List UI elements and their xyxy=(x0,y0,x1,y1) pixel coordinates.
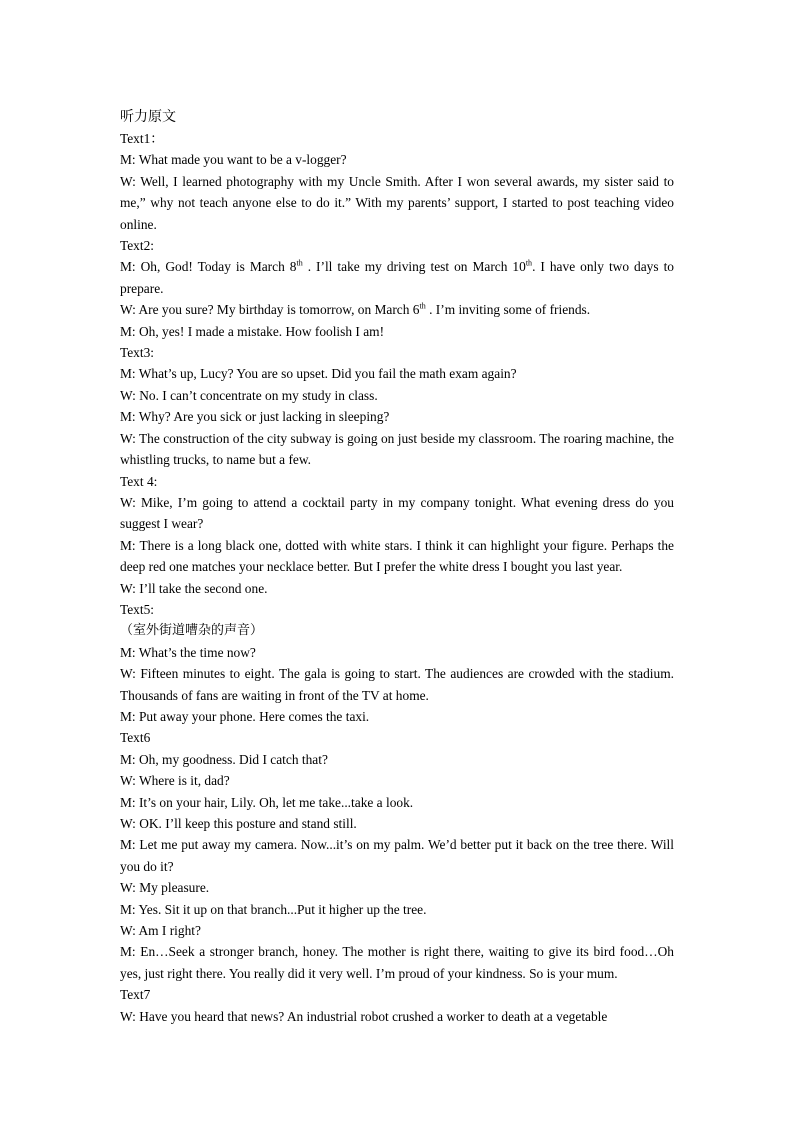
dialogue-line: M: What’s up, Lucy? You are so upset. Did you fail the math exam again? xyxy=(120,366,517,382)
dialogue-line: M: What made you want to be a v-logger? xyxy=(120,152,347,168)
text5-label: Text5: xyxy=(120,601,155,617)
page-title: 听力原文 xyxy=(120,109,176,125)
dialogue-line: M: There is a long black one, dotted with white stars. I think it can highlight your figure. Perhaps the deep red one matches your necklace better. But I prefer the white dress I bought you last year. xyxy=(120,537,674,575)
dialogue-line: M: Let me put away my camera. Now...it’s on my palm. We’d better put it back on the tree there. Will you do it? xyxy=(120,837,674,874)
dialogue-line: W: Where is it, dad? xyxy=(120,773,230,789)
text4-label: Text 4: xyxy=(120,473,158,489)
ordinal-suffix: th xyxy=(525,258,533,268)
dialogue-line: M: Put away your phone. Here comes the taxi. xyxy=(120,708,370,724)
line-part: . I have only two days to prepare. xyxy=(120,259,674,296)
dialogue-line: W: Fifteen minutes to eight. The gala is going to start. The audiences are crowded with the stadium. Thousands of fans are waiting in front of the TV at home. xyxy=(120,666,674,703)
listening-transcript xyxy=(120,106,674,1027)
line-part: . I’ll take my driving test on March 10 xyxy=(302,259,526,275)
dialogue-line: W: No. I can’t concentrate on my study in class. xyxy=(120,387,378,403)
dialogue-line: W: My pleasure. xyxy=(120,880,210,896)
dialogue-line: M: Oh, my goodness. Did I catch that? xyxy=(120,751,328,767)
line-part: . I’m inviting some of friends. xyxy=(425,302,591,318)
dialogue-line: M: En…Seek a stronger branch, honey. The mother is right there, waiting to give its bird food…Oh yes, just right there. You really did it very well. I’m proud of your kindness. So is your mum. xyxy=(120,944,674,981)
text6-label: Text6 xyxy=(120,730,151,746)
ordinal-suffix: th xyxy=(296,258,303,268)
dialogue-line: M: It’s on your hair, Lily. Oh, let me take...take a look. xyxy=(120,794,414,810)
dialogue-line: W: Well, I learned photography with my Uncle Smith. After I won several awards, my sister said to me,” why not teach anyone else to do it.” With my parents’ support, I started to post teaching video online. xyxy=(120,173,674,232)
dialogue-line xyxy=(120,299,674,320)
dialogue-line: W: The construction of the city subway is going on just beside my classroom. The roaring machine, the whistling trucks, to name but a few. xyxy=(120,430,674,468)
dialogue-line: M: Why? Are you sick or just lacking in sleeping? xyxy=(120,409,390,425)
dialogue-line: M: Yes. Sit it up on that branch...Put it higher up the tree. xyxy=(120,901,427,917)
dialogue-line: W: Have you heard that news? An industrial robot crushed a worker to death at a vegetable xyxy=(120,1008,608,1024)
line-part: W: Are you sure? My birthday is tomorrow, on March 6 xyxy=(120,302,420,318)
sound-effect-note: （室外街道嘈杂的声音） xyxy=(120,623,264,639)
text1-label: Text1： xyxy=(120,131,164,146)
dialogue-line xyxy=(120,256,674,299)
dialogue-line: W: Mike, I’m going to attend a cocktail party in my company tonight. What evening dress do you suggest I wear? xyxy=(120,494,674,532)
dialogue-line: W: I’ll take the second one. xyxy=(120,580,268,596)
dialogue-line: W: OK. I’ll keep this posture and stand still. xyxy=(120,816,357,831)
dialogue-line: M: What’s the time now? xyxy=(120,644,256,660)
dialogue-line: M: Oh, yes! I made a mistake. How foolish I am! xyxy=(120,323,385,339)
line-part: M: Oh, God! Today is March 8 xyxy=(120,259,297,275)
ordinal-suffix: th xyxy=(419,301,426,311)
text2-label: Text2: xyxy=(120,238,155,254)
text7-label: Text7 xyxy=(120,987,151,1003)
text3-label: Text3: xyxy=(120,345,155,361)
dialogue-line: W: Am I right? xyxy=(120,923,201,939)
